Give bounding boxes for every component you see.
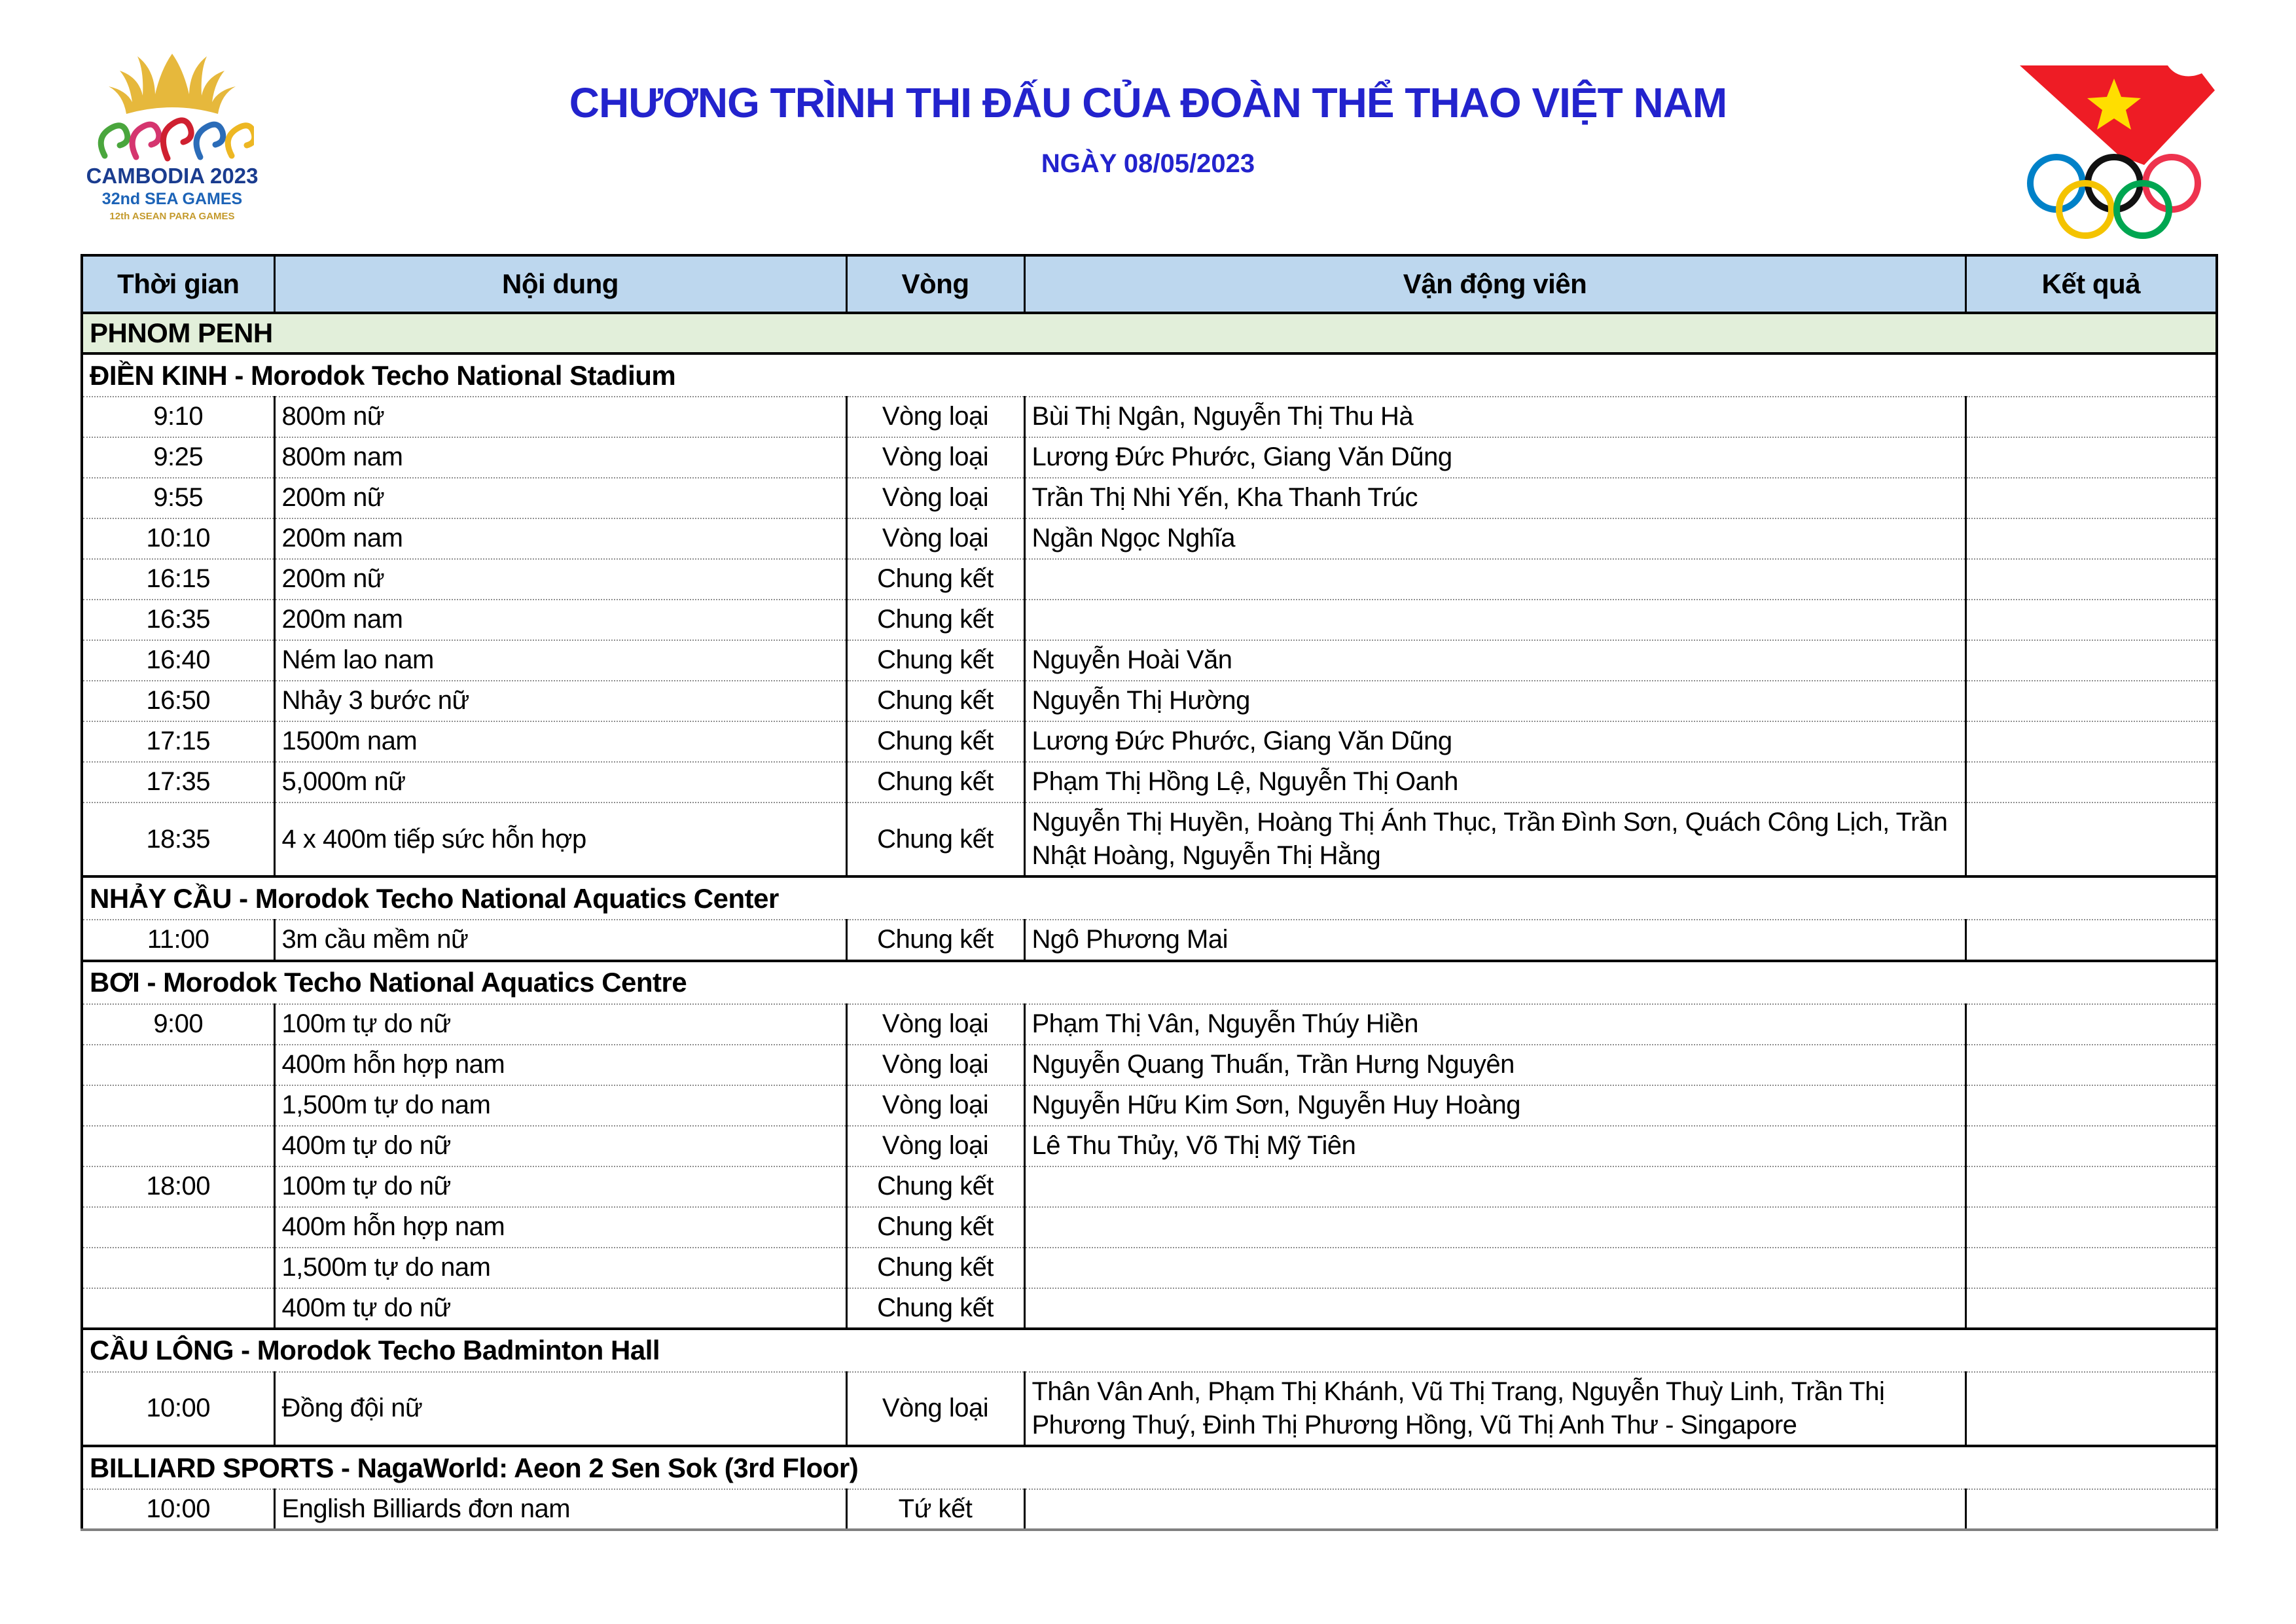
content-cell: 1500m nam	[274, 721, 846, 762]
content-cell: 400m hỗn hợp nam	[274, 1207, 846, 1248]
result-cell	[1965, 1004, 2217, 1045]
naga-swirls	[101, 120, 254, 158]
table-row	[82, 1045, 2217, 1085]
round-cell: Chung kết	[846, 1248, 1024, 1288]
time-cell: 16:50	[82, 681, 274, 721]
section-row	[82, 1329, 2217, 1372]
table-row	[82, 1207, 2217, 1248]
result-cell	[1965, 1207, 2217, 1248]
vietnam-olympic-flag-rings-icon	[2016, 45, 2225, 247]
athletes-cell	[1024, 1207, 1965, 1248]
time-cell: 17:35	[82, 762, 274, 803]
time-cell: 10:00	[82, 1489, 274, 1530]
result-cell	[1965, 920, 2217, 960]
city-row	[82, 313, 2217, 353]
athletes-cell: Trần Thị Nhi Yến, Kha Thanh Trúc	[1024, 478, 1965, 518]
result-cell	[1965, 559, 2217, 600]
table-row	[82, 640, 2217, 681]
content-cell: 100m tự do nữ	[274, 1166, 846, 1207]
content-cell: 100m tự do nữ	[274, 1004, 846, 1045]
time-cell: 9:55	[82, 478, 274, 518]
content-cell: Nhảy 3 bước nữ	[274, 681, 846, 721]
athletes-cell: Phạm Thị Vân, Nguyễn Thúy Hiền	[1024, 1004, 1965, 1045]
round-cell: Chung kết	[846, 1288, 1024, 1329]
result-cell	[1965, 803, 2217, 876]
time-cell: 16:15	[82, 559, 274, 600]
round-cell: Vòng loại	[846, 1004, 1024, 1045]
section-row	[82, 353, 2217, 397]
table-row	[82, 1085, 2217, 1126]
result-cell	[1965, 1045, 2217, 1085]
sea-games-2023-logo	[77, 51, 267, 222]
athletes-cell	[1024, 1288, 1965, 1329]
content-cell: 5,000m nữ	[274, 762, 846, 803]
content-cell: 400m hỗn hợp nam	[274, 1045, 846, 1085]
round-cell: Chung kết	[846, 721, 1024, 762]
content-cell: 800m nam	[274, 437, 846, 478]
round-cell: Vòng loại	[846, 1372, 1024, 1446]
content-cell: 4 x 400m tiếp sức hỗn hợp	[274, 803, 846, 876]
schedule-body	[82, 313, 2217, 1530]
athletes-cell: Bùi Thị Ngân, Nguyễn Thị Thu Hà	[1024, 397, 1965, 437]
result-cell	[1965, 1489, 2217, 1530]
time-cell: 10:10	[82, 518, 274, 559]
athletes-cell	[1024, 1248, 1965, 1288]
round-cell: Chung kết	[846, 640, 1024, 681]
olympic-rings	[2030, 157, 2198, 236]
content-cell: 200m nam	[274, 600, 846, 640]
content-cell: 1,500m tự do nam	[274, 1085, 846, 1126]
result-cell	[1965, 762, 2217, 803]
athletes-cell	[1024, 600, 1965, 640]
table-row	[82, 681, 2217, 721]
page-title: CHƯƠNG TRÌNH THI ĐẤU CỦA ĐOÀN THỂ THAO VIỆT NAM	[569, 79, 1727, 126]
result-cell	[1965, 721, 2217, 762]
athletes-cell: Nguyễn Thị Huyền, Hoàng Thị Ánh Thục, Trần Đình Sơn, Quách Công Lịch, Trần Nhật Hoàng, Nguyễn Thị Hằng	[1024, 803, 1965, 876]
column-header-time: Thời gian	[82, 255, 274, 313]
content-cell: 200m nữ	[274, 559, 846, 600]
content-cell: 200m nữ	[274, 478, 846, 518]
sea-logo-text-seagames: 32nd SEA GAMES	[101, 190, 243, 208]
table-row	[82, 478, 2217, 518]
athletes-cell: Nguyễn Hoài Văn	[1024, 640, 1965, 681]
athletes-cell: Nguyễn Quang Thuấn, Trần Hưng Nguyên	[1024, 1045, 1965, 1085]
athletes-cell	[1024, 1489, 1965, 1530]
content-cell: 800m nữ	[274, 397, 846, 437]
round-cell: Vòng loại	[846, 397, 1024, 437]
section-row	[82, 961, 2217, 1004]
athletes-cell: Lương Đức Phước, Giang Văn Dũng	[1024, 437, 1965, 478]
table-row	[82, 1489, 2217, 1530]
time-cell: 16:40	[82, 640, 274, 681]
table-row	[82, 1166, 2217, 1207]
round-cell: Chung kết	[846, 803, 1024, 876]
time-cell: 9:00	[82, 1004, 274, 1045]
athletes-cell: Nguyễn Hữu Kim Sơn, Nguyễn Huy Hoàng	[1024, 1085, 1965, 1126]
table-row	[82, 518, 2217, 559]
result-cell	[1965, 1085, 2217, 1126]
crown-shape	[109, 54, 236, 114]
table-row	[82, 1288, 2217, 1329]
round-cell: Chung kết	[846, 920, 1024, 960]
round-cell: Vòng loại	[846, 478, 1024, 518]
content-cell: English Billiards đơn nam	[274, 1489, 846, 1530]
table-row	[82, 397, 2217, 437]
result-cell	[1965, 1126, 2217, 1166]
round-cell: Chung kết	[846, 600, 1024, 640]
section-label: CẦU LÔNG - Morodok Techo Badminton Hall	[82, 1329, 2217, 1372]
section-label: BILLIARD SPORTS - NagaWorld: Aeon 2 Sen Sok (3rd Floor)	[82, 1446, 2217, 1489]
time-cell: 16:35	[82, 600, 274, 640]
schedule-table	[81, 254, 2218, 1531]
section-row	[82, 876, 2217, 920]
round-cell: Chung kết	[846, 559, 1024, 600]
table-row	[82, 920, 2217, 960]
round-cell: Chung kết	[846, 1166, 1024, 1207]
table-row	[82, 437, 2217, 478]
result-cell	[1965, 437, 2217, 478]
round-cell: Vòng loại	[846, 1085, 1024, 1126]
time-cell	[82, 1207, 274, 1248]
table-row	[82, 762, 2217, 803]
round-cell: Tứ kết	[846, 1489, 1024, 1530]
table-row	[82, 1248, 2217, 1288]
time-cell	[82, 1045, 274, 1085]
sea-games-crown-icon	[90, 51, 254, 162]
athletes-cell: Ngần Ngọc Nghĩa	[1024, 518, 1965, 559]
round-cell: Vòng loại	[846, 1045, 1024, 1085]
athletes-cell	[1024, 1166, 1965, 1207]
result-cell	[1965, 478, 2217, 518]
time-cell	[82, 1126, 274, 1166]
athletes-cell: Lương Đức Phước, Giang Văn Dũng	[1024, 721, 1965, 762]
result-cell	[1965, 518, 2217, 559]
section-label: ĐIỀN KINH - Morodok Techo National Stadium	[82, 353, 2217, 397]
time-cell: 18:00	[82, 1166, 274, 1207]
athletes-cell: Lê Thu Thủy, Võ Thị Mỹ Tiên	[1024, 1126, 1965, 1166]
athletes-cell: Thân Vân Anh, Phạm Thị Khánh, Vũ Thị Trang, Nguyễn Thuỳ Linh, Trần Thị Phương Thuý, Đinh Thị Phương Hồng, Vũ Thị Anh Thư - Singapore	[1024, 1372, 1965, 1446]
content-cell: Ném lao nam	[274, 640, 846, 681]
athletes-cell	[1024, 559, 1965, 600]
time-cell	[82, 1248, 274, 1288]
time-cell	[82, 1288, 274, 1329]
table-header-row	[82, 255, 2217, 313]
time-cell: 18:35	[82, 803, 274, 876]
vietnam-olympic-logo	[2016, 45, 2225, 251]
result-cell	[1965, 397, 2217, 437]
time-cell: 9:25	[82, 437, 274, 478]
athletes-cell: Ngô Phương Mai	[1024, 920, 1965, 960]
athletes-cell: Phạm Thị Hồng Lệ, Nguyễn Thị Oanh	[1024, 762, 1965, 803]
round-cell: Vòng loại	[846, 1126, 1024, 1166]
column-header-content: Nội dung	[274, 255, 846, 313]
title-block	[428, 79, 1868, 179]
round-cell: Vòng loại	[846, 437, 1024, 478]
round-cell: Vòng loại	[846, 518, 1024, 559]
sea-logo-text-cambodia: CAMBODIA 2023	[86, 164, 259, 188]
round-cell: Chung kết	[846, 1207, 1024, 1248]
table-row	[82, 559, 2217, 600]
result-cell	[1965, 1372, 2217, 1446]
sea-logo-text-paragames: 12th ASEAN PARA GAMES	[109, 211, 235, 222]
result-cell	[1965, 681, 2217, 721]
table-row	[82, 1126, 2217, 1166]
column-header-result: Kết quả	[1965, 255, 2217, 313]
athletes-cell: Nguyễn Thị Hường	[1024, 681, 1965, 721]
content-cell: 1,500m tự do nam	[274, 1248, 846, 1288]
section-label: NHẢY CẦU - Morodok Techo National Aquatics Center	[82, 876, 2217, 920]
time-cell: 11:00	[82, 920, 274, 960]
table-row	[82, 1372, 2217, 1446]
time-cell: 10:00	[82, 1372, 274, 1446]
column-header-round: Vòng	[846, 255, 1024, 313]
content-cell: 400m tự do nữ	[274, 1288, 846, 1329]
result-cell	[1965, 1288, 2217, 1329]
page-header	[0, 0, 2296, 254]
section-row	[82, 1446, 2217, 1489]
content-cell: Đồng đội nữ	[274, 1372, 846, 1446]
time-cell	[82, 1085, 274, 1126]
column-header-athletes: Vận động viên	[1024, 255, 1965, 313]
round-cell: Chung kết	[846, 681, 1024, 721]
content-cell: 400m tự do nữ	[274, 1126, 846, 1166]
time-cell: 9:10	[82, 397, 274, 437]
schedule-date: NGÀY 08/05/2023	[1041, 149, 1255, 178]
table-row	[82, 721, 2217, 762]
result-cell	[1965, 640, 2217, 681]
result-cell	[1965, 1166, 2217, 1207]
result-cell	[1965, 1248, 2217, 1288]
table-row	[82, 1004, 2217, 1045]
table-row	[82, 600, 2217, 640]
city-label: PHNOM PENH	[82, 313, 2217, 353]
content-cell: 3m cầu mềm nữ	[274, 920, 846, 960]
result-cell	[1965, 600, 2217, 640]
time-cell: 17:15	[82, 721, 274, 762]
section-label: BƠI - Morodok Techo National Aquatics Centre	[82, 961, 2217, 1004]
round-cell: Chung kết	[846, 762, 1024, 803]
content-cell: 200m nam	[274, 518, 846, 559]
table-row	[82, 803, 2217, 876]
